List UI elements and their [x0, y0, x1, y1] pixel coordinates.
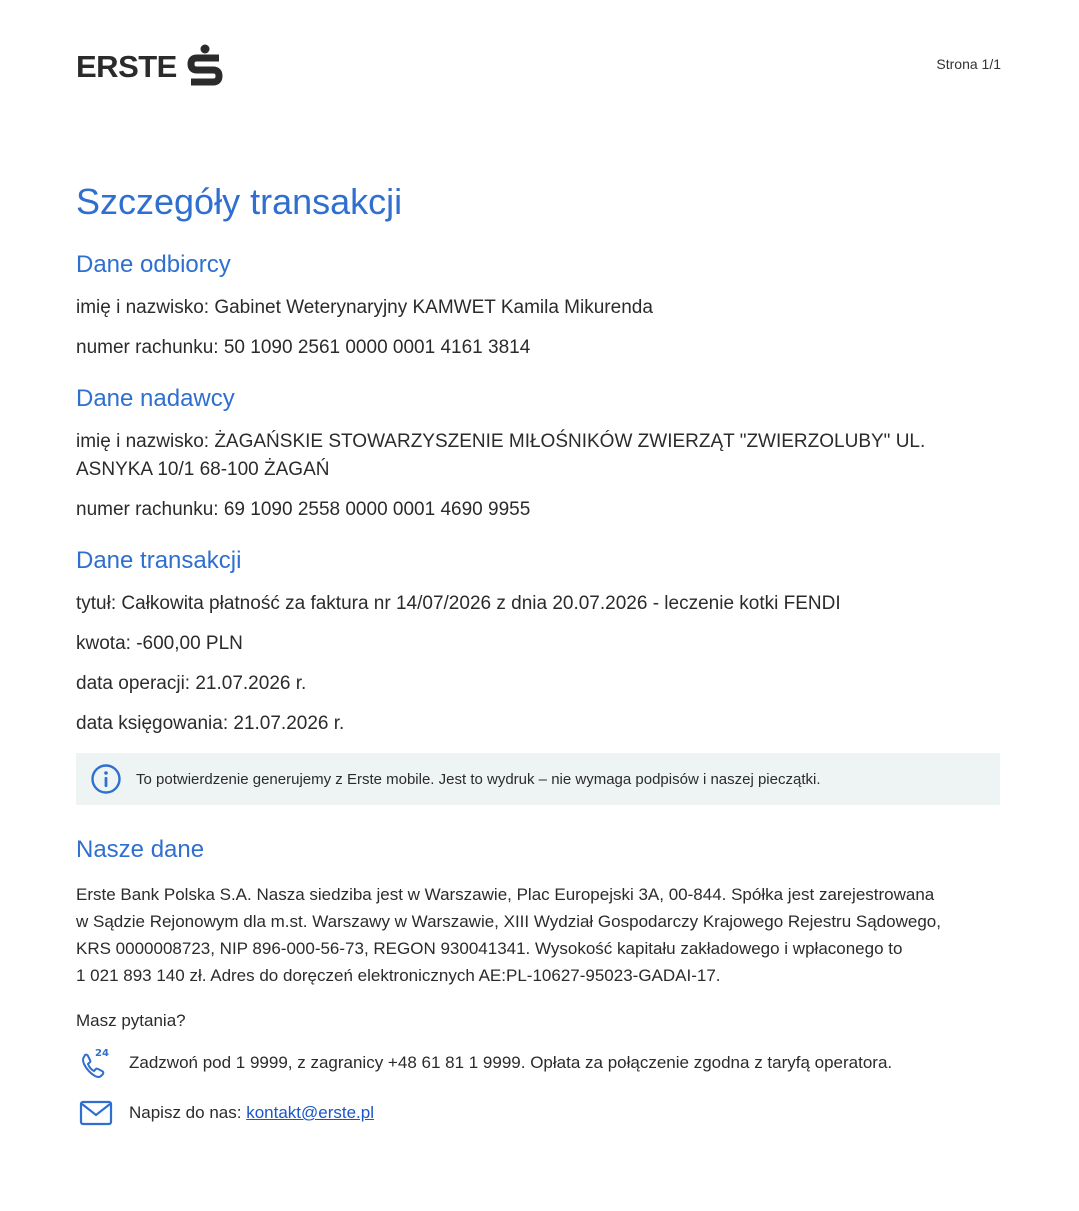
info-icon: [90, 763, 122, 795]
phone-row: [76, 1045, 1004, 1081]
recipient-name-row: [76, 294, 1004, 322]
erste-s-icon: [187, 44, 223, 88]
notice-box: [76, 753, 1000, 805]
company-line-3: KRS 0000008723, NIP 896-000-56-73, REGON 930041341. Wysokość kapitału zakładowego i wpłaconego to: [76, 939, 903, 958]
erste-logo: [76, 44, 223, 88]
phone-24-icon: [78, 1045, 114, 1081]
transaction-title-row: [76, 590, 1004, 618]
sender-account-label: numer rachunku:: [76, 499, 219, 520]
sender-section: [76, 382, 1004, 524]
transaction-title-label: tytuł:: [76, 593, 117, 614]
booking-date-label: data księgowania:: [76, 713, 229, 734]
svg-text:24: 24: [95, 1048, 109, 1059]
recipient-name-label: imię i nazwisko:: [76, 297, 210, 318]
sender-account-row: [76, 496, 1004, 524]
sender-account: 69 1090 2558 0000 0001 4690 9955: [223, 499, 531, 520]
transaction-title: Całkowita płatność za faktura nr 14/07/2026 z dnia 20.07.2026 - leczenie kotki FENDI: [121, 593, 841, 614]
company-line-2: w Sądzie Rejonowym dla m.st. Warszawy w Warszawie, XIII Wydział Gospodarczy Krajowego Rejestru Sądowego,: [76, 912, 941, 931]
sender-name-line2: ASNYKA 10/1 68-100 ŻAGAŃ: [76, 459, 330, 480]
booking-date-row: [76, 710, 1004, 738]
transaction-amount: -600,00 PLN: [136, 633, 243, 654]
phone-text: Zadzwoń pod 1 9999, z zagranicy +48 61 81 1 9999. Opłata za połączenie zgodna z taryfą operatora.: [129, 1053, 893, 1072]
company-section: [76, 833, 1004, 989]
sender-heading: Dane nadawcy: [76, 385, 235, 412]
mail-prefix: Napisz do nas:: [129, 1103, 242, 1122]
company-line-1: Erste Bank Polska S.A. Nasza siedziba jest w Warszawie, Plac Europejski 3A, 00-844. Spółka jest zarejestrowana: [76, 885, 935, 904]
recipient-heading: Dane odbiorcy: [76, 251, 231, 278]
contact-question: Masz pytania?: [76, 1011, 186, 1030]
sender-name-line1: ŻAGAŃSKIE STOWARZYSZENIE MIŁOŚNIKÓW ZWIERZĄT "ZWIERZOLUBY" UL.: [214, 431, 926, 452]
company-details: [76, 881, 1004, 989]
mail-row: [76, 1095, 1004, 1131]
recipient-account-row: [76, 334, 1004, 362]
page-indicator: Strona 1/1: [936, 56, 1001, 72]
envelope-icon: [78, 1095, 114, 1131]
operation-date-label: data operacji:: [76, 673, 191, 694]
transaction-amount-row: [76, 630, 1004, 658]
booking-date: 21.07.2026 r.: [233, 713, 345, 734]
company-heading: Nasze dane: [76, 836, 205, 863]
transaction-heading: Dane transakcji: [76, 547, 242, 574]
recipient-account: 50 1090 2561 0000 0001 4161 3814: [223, 337, 531, 358]
transaction-amount-label: kwota:: [76, 633, 131, 654]
operation-date: 21.07.2026 r.: [195, 673, 307, 694]
email-link[interactable]: kontakt@erste.pl: [246, 1103, 375, 1122]
recipient-account-label: numer rachunku:: [76, 337, 219, 358]
document-body: [76, 176, 1004, 1131]
recipient-section: [76, 248, 1004, 362]
transaction-section: [76, 544, 1004, 738]
sender-name-label: imię i nazwisko:: [76, 431, 210, 452]
operation-date-row: [76, 670, 1004, 698]
page-title: Szczegóły transakcji: [76, 181, 403, 222]
notice-text: To potwierdzenie generujemy z Erste mobile. Jest to wydruk – nie wymaga podpisów i naszej pieczątki.: [136, 770, 821, 788]
company-line-4: 1 021 893 140 zł. Adres do doręczeń elektronicznych AE:PL-10627-95023-GADAI-17.: [76, 966, 721, 985]
sender-name-row: [76, 428, 1004, 484]
recipient-name: Gabinet Weterynaryjny KAMWET Kamila Mikurenda: [214, 297, 653, 318]
logo-wordmark: ERSTE: [76, 48, 177, 84]
